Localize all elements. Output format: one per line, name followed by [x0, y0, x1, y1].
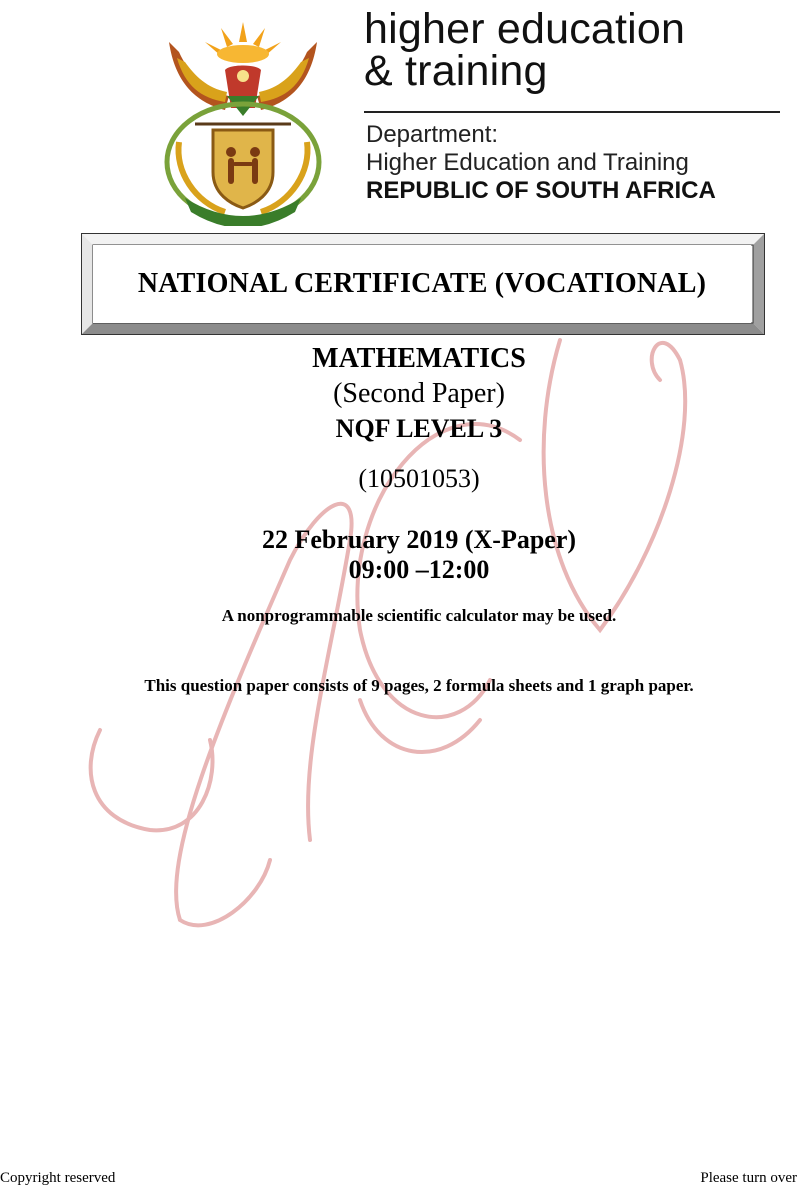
subject-title: MATHEMATICS [312, 343, 526, 374]
department-label: Department: [366, 121, 499, 148]
paper-label: (Second Paper) [333, 378, 505, 409]
exam-date: 22 February 2019 (X-Paper) [261, 525, 577, 554]
exam-time: 09:00 –12:00 [348, 555, 490, 584]
department-name: Higher Education and Training [366, 149, 689, 176]
copyright-footer: Copyright reserved [0, 1170, 116, 1186]
nqf-level: NQF LEVEL 3 [335, 414, 503, 443]
banner [93, 245, 751, 323]
country-name: REPUBLIC OF SOUTH AFRICA [366, 177, 716, 204]
turn-over-footer: Please turn over [700, 1170, 797, 1186]
coat-of-arms-logo [155, 12, 331, 226]
brand-line-2: & training [364, 47, 548, 95]
brand-line-1: higher education [364, 5, 686, 53]
brand-title [364, 5, 794, 95]
calculator-note: A nonprogrammable scientific calculator may be used. [221, 606, 617, 625]
brand-divider [364, 111, 780, 113]
pages-note: This question paper consists of 9 pages, 2 formula sheets and 1 graph paper. [144, 676, 694, 695]
subject-code: (10501053) [358, 464, 480, 493]
certificate-title: NATIONAL CERTIFICATE (VOCATIONAL) [137, 268, 707, 299]
